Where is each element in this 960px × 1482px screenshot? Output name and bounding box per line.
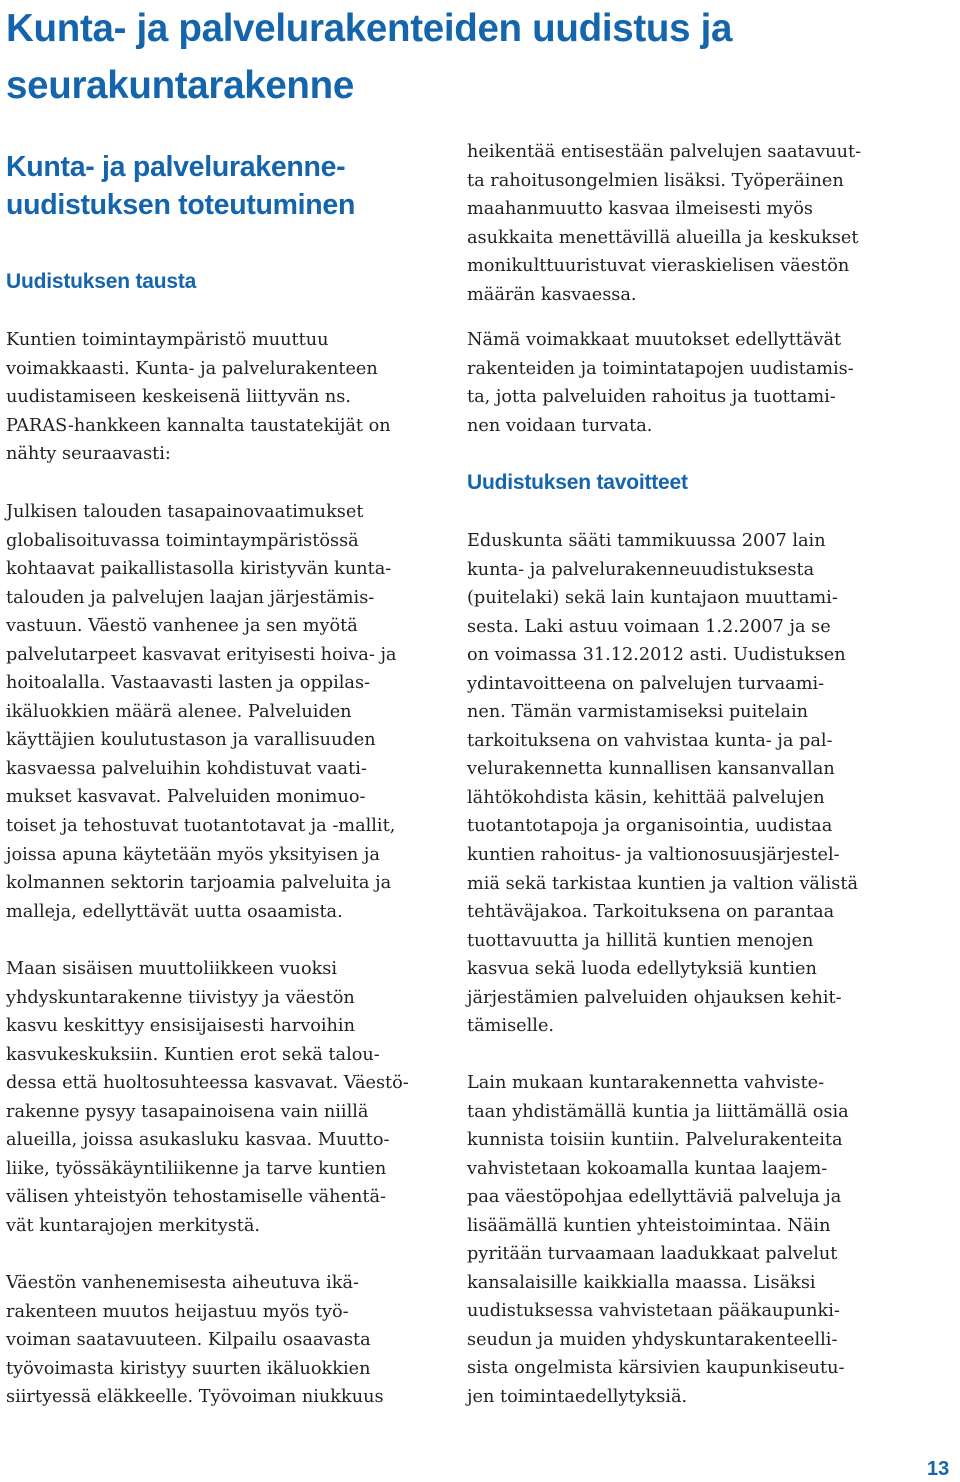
text-line: ta, jotta palveluiden rahoitus ja tuottami- [467,387,836,408]
text-line: Väestön vanhenemisesta aiheutuva ikä- [6,1273,359,1293]
text-line: toiset ja tehostuvat tuotantotavat ja -mallit, [6,816,396,837]
text-line: jen toimintaedellytyksiä. [467,1387,688,1408]
text-line: kolmannen sektorin tarjoamia palveluita ja [6,873,392,894]
section-heading-line: Kunta- ja palvelurakenne- [6,151,346,183]
page-number: 13 [927,1458,950,1480]
paragraph [467,326,854,440]
text-line: voimakkaasti. Kunta- ja palvelurakenteen [6,358,378,379]
page-title-line: Kunta- ja palvelurakenteiden uudistus ja [6,7,733,50]
text-line: lähtökohdista käsin, kehittää palvelujen [467,787,825,808]
page-title [6,0,936,114]
text-line: tehtäväjakoa. Tarkoituksena on parantaa [467,902,835,923]
text-line: seudun ja muiden yhdyskuntarakenteelli- [467,1329,838,1350]
text-line: järjestämien palveluiden ohjauksen kehit- [467,987,842,1008]
text-line: sesta. Laki astuu voimaan 1.2.2007 ja se [467,616,831,637]
text-line: nen. Tämän varmistamiseksi puitelain [467,702,809,723]
text-line: tuottavuutta ja hillitä kuntien menojen [467,930,814,951]
paragraph [6,326,391,469]
text-line: yhdyskuntarakenne tiivistyy ja väestön [6,987,355,1008]
paragraph [467,527,858,1041]
text-line: lisäämällä kuntien yhteistoimintaa. Näin [467,1215,831,1236]
paragraph [6,498,396,926]
text-line: malleja, edellyttävät uutta osaamista. [6,901,343,922]
text-line: dessa että huoltosuhteessa kasvavat. Väestö- [6,1073,409,1094]
text-line: kunta- ja palvelurakenneuudistuksesta [467,559,815,580]
text-line: palvelutarpeet kasvavat erityisesti hoiva- ja [6,644,397,665]
text-line: tuotantotapoja ja organisointia, uudistaa [467,816,833,837]
text-line: rakenteiden ja toimintatapojen uudistamis- [467,358,854,379]
text-line: ikäluokkien määrä alenee. Palveluiden [6,701,352,722]
text-line: rakenne pysyy tasapainoisena vain niillä [6,1101,369,1122]
text-line: tarkoituksena on vahvistaa kunta- ja pal- [467,730,833,751]
text-line: uudistamiseen keskeisenä liittyvän ns. [6,387,351,408]
text-line: pyritään turvaamaan laadukkaat palvelut [467,1244,838,1265]
text-line: liike, työssäkäyntiliikenne ja tarve kuntien [6,1158,387,1179]
text-line: kasvu keskittyy ensisijaisesti harvoihin [6,1016,355,1037]
text-line: taan yhdistämällä kuntia ja liittämällä osia [467,1101,849,1122]
subheading-tavoitteet: Uudistuksen tavoitteet [467,471,688,494]
text-line: PARAS-hankkeen kannalta taustatekijät on [6,415,391,436]
text-line: asukkaita menettävillä alueilla ja keskukset [467,227,859,248]
text-line: ta rahoitusongelmien lisäksi. Työperäinen [467,170,844,191]
section-heading-line: uudistuksen toteutuminen [6,189,356,221]
paragraph [6,955,409,1240]
text-line: velurakennetta kunnallisen kansanvallan [467,759,835,780]
text-line: vastuun. Väestö vanhenee ja sen myötä [6,616,358,637]
text-line: Kuntien toimintaympäristö muuttuu [6,330,329,350]
text-line: kuntien rahoitus- ja valtionosuusjärjestel- [467,845,840,866]
text-line: vahvistetaan kokoamalla kuntaa laajem- [467,1158,828,1179]
text-line: Maan sisäisen muuttoliikkeen vuoksi [6,959,338,979]
text-line: talouden ja palvelujen laajan järjestämis- [6,587,375,608]
text-line: kunnista toisiin kuntiin. Palvelurakenteita [467,1130,843,1151]
text-line: maahanmuutto kasvaa ilmeisesti myös [467,199,813,220]
text-line: siirtyessä eläkkeelle. Työvoiman niukkuus [6,1387,384,1408]
text-line: Eduskunta sääti tammikuussa 2007 lain [467,531,826,551]
text-line: nen voidaan turvata. [467,415,653,436]
text-line: työvoimasta kiristyy suurten ikäluokkien [6,1358,371,1379]
text-line: monikulttuuristuvat vieraskielisen väestön [467,256,850,277]
paragraph [467,1069,849,1412]
page-title-line: seurakuntarakenne [6,64,354,107]
text-line: voiman saatavuuteen. Kilpailu osaavasta [6,1330,371,1351]
text-line: paa väestöpohjaa edellyttäviä palveluja ja [467,1187,842,1208]
section-heading [6,148,436,224]
text-line: Julkisen talouden tasapainovaatimukset [6,502,364,522]
text-line: Lain mukaan kuntarakennetta vahviste- [467,1073,825,1093]
text-line: kohtaavat paikallistasolla kiristyvän kunta- [6,559,392,580]
text-line: on voimassa 31.12.2012 asti. Uudistuksen [467,645,846,666]
text-line: ydintavoitteena on palvelujen turvaami- [467,673,825,694]
text-line: kasvua sekä luoda edellytyksiä kuntien [467,959,817,980]
text-line: nähty seuraavasti: [6,444,171,465]
text-line: rakenteen muutos heijastuu myös työ- [6,1301,349,1322]
text-line: tämiselle. [467,1016,555,1037]
paragraph [467,138,861,309]
text-line: joissa apuna käytetään myös yksityisen ja [6,844,380,865]
text-line: vät kuntarajojen merkitystä. [6,1215,261,1236]
text-line: hoitoalalla. Vastaavasti lasten ja oppilas- [6,673,371,694]
text-line: uudistuksessa vahvistetaan pääkaupunki- [467,1301,840,1322]
text-line: kasvukeskuksiin. Kuntien erot sekä talou- [6,1044,380,1065]
text-line: mukset kasvavat. Palveluiden monimuo- [6,787,366,808]
text-line: heikentää entisestään palvelujen saatavuut- [467,142,862,162]
text-line: globalisoituvassa toimintaympäristössä [6,530,359,551]
text-line: (puitelaki) sekä lain kuntajaon muuttami- [467,588,838,609]
text-line: kasvaessa palveluihin kohdistuvat vaati- [6,758,367,779]
text-line: määrän kasvaessa. [467,284,637,305]
text-line: Nämä voimakkaat muutokset edellyttävät [467,330,842,350]
text-line: kansalaisille kaikkialla maassa. Lisäksi [467,1272,816,1293]
text-line: miä sekä tarkistaa kuntien ja valtion välistä [467,873,859,894]
text-line: alueilla, joissa asukasluku kasvaa. Muutto- [6,1130,390,1151]
text-line: välisen yhteistyön tehostamiselle vähentä- [6,1187,387,1208]
subheading-tausta: Uudistuksen tausta [6,270,197,293]
paragraph [6,1269,384,1412]
text-line: käyttäjien koulutustason ja varallisuuden [6,730,376,751]
text-line: sista ongelmista kärsivien kaupunkiseutu- [467,1358,845,1379]
